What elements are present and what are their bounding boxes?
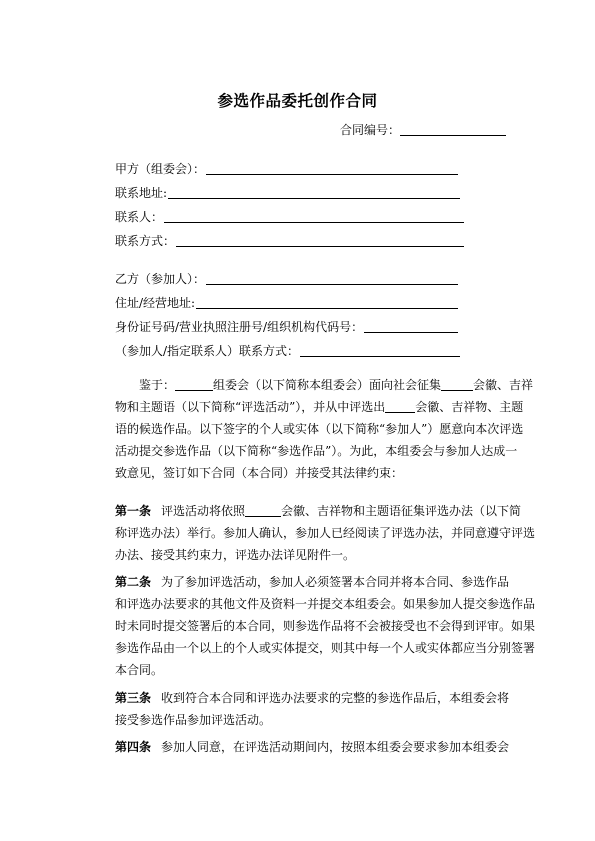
party-b-name-blank[interactable]: [206, 283, 458, 285]
party-a-name-field: [115, 160, 458, 177]
article-1-line: 办法、接受其约束力，评选办法详见附件一。: [115, 548, 356, 562]
party-b-id-blank[interactable]: [364, 331, 458, 333]
article-1-text: 会徽、吉祥物和主题语征集评选办法（以下简: [281, 504, 522, 518]
party-a-method-label: 联系方式：: [115, 234, 176, 248]
party-b-address-blank[interactable]: [196, 307, 458, 309]
party-a-contact-field: [115, 208, 464, 225]
preamble-line: 致意见，签订如下合同（本合同）并接受其法律约束：: [115, 466, 404, 480]
article-2-label: 第二条: [115, 575, 152, 589]
preamble-paragraph: [115, 374, 534, 484]
preamble-text: 会徽、吉祥: [473, 378, 534, 392]
article-3-line: 接受参选作品参加评选活动。: [115, 713, 272, 727]
party-b-address-label: 住址/经营地址:: [115, 296, 196, 310]
article-4: [115, 736, 510, 758]
preamble-text: 鉴于：: [139, 378, 176, 392]
article-4-text: 参加人同意，在评选活动期间内，按照本组委会要求参加本组委会: [161, 740, 510, 754]
party-b-id-label: 身份证号码/营业执照注册号/组织机构代码号：: [115, 320, 364, 334]
party-b-id-field: [115, 318, 458, 335]
preamble-text: 会徽、吉祥物、主题: [415, 400, 524, 414]
party-a-contact-blank[interactable]: [164, 221, 464, 223]
article-2-line: 参选作品由一个以上的个人或实体提交，则其中每一个人或实体都应当分别签署: [115, 641, 536, 655]
article-3-text: 收到符合本合同和评选办法要求的完整的参选作品后，本组委会将: [161, 691, 510, 705]
party-b-contact-label: （参加人/指定联系人）联系方式：: [115, 344, 300, 358]
article-1-blank[interactable]: [245, 505, 281, 517]
article-4-label: 第四条: [115, 740, 152, 754]
party-a-name-blank[interactable]: [206, 173, 458, 175]
preamble-line: 活动提交参选作品（以下简称“参选作品”）。为此，本组委会与参加人达成一: [115, 444, 518, 458]
contract-number-blank[interactable]: [400, 123, 506, 136]
organizer-blank[interactable]: [175, 379, 213, 391]
article-1-label: 第一条: [115, 504, 152, 518]
party-a-method-field: [115, 232, 464, 249]
preamble-text: 物和主题语（以下简称“评选活动”），并从中评选出: [115, 400, 386, 414]
article-2-text: 为了参加评选活动，参加人必须签署本合同并将本合同、参选作品: [161, 575, 510, 589]
event-blank[interactable]: [441, 379, 473, 391]
party-b-contact-field: [115, 342, 460, 359]
article-3: [115, 687, 510, 731]
article-3-label: 第三条: [115, 691, 152, 705]
article-1-line: 称评选办法）举行。参加人确认，参加人已经阅读了评选办法，并同意遵守评选: [115, 526, 536, 540]
party-a-address-field: [115, 184, 460, 201]
contract-number-label: 合同编号：: [340, 123, 401, 137]
page-title: 参选作品委托创作合同: [217, 92, 378, 110]
event-blank-2[interactable]: [385, 401, 415, 413]
article-2: [115, 571, 536, 681]
contract-number: [340, 121, 506, 138]
party-b-name-field: [115, 270, 458, 287]
party-b-address-field: [115, 294, 458, 311]
preamble-line: 语的候选作品。以下签字的个人或实体（以下简称“参加人”）愿意向本次评选: [115, 422, 524, 436]
preamble-text: 组委会（以下简称本组委会）面向社会征集: [213, 378, 442, 392]
article-2-line: 时未同时提交签署后的本合同，则参选作品将不会被接受也不会得到评审。如果: [115, 619, 536, 633]
party-b-contact-blank[interactable]: [300, 355, 460, 357]
article-1-text: 评选活动将依照: [161, 504, 246, 518]
article-1: [115, 500, 536, 566]
party-a-method-blank[interactable]: [176, 245, 464, 247]
article-2-line: 和评选办法要求的其他文件及资料一并提交本组委会。如果参加人提交参选作品: [115, 597, 536, 611]
party-a-address-blank[interactable]: [168, 197, 460, 199]
party-b-name-label: 乙方（参加人）：: [115, 272, 206, 286]
article-2-line: 本合同。: [115, 663, 164, 677]
party-a-name-label: 甲方（组委会）：: [115, 162, 206, 176]
party-a-contact-label: 联系人：: [115, 210, 164, 224]
party-a-address-label: 联系地址:: [115, 186, 168, 200]
